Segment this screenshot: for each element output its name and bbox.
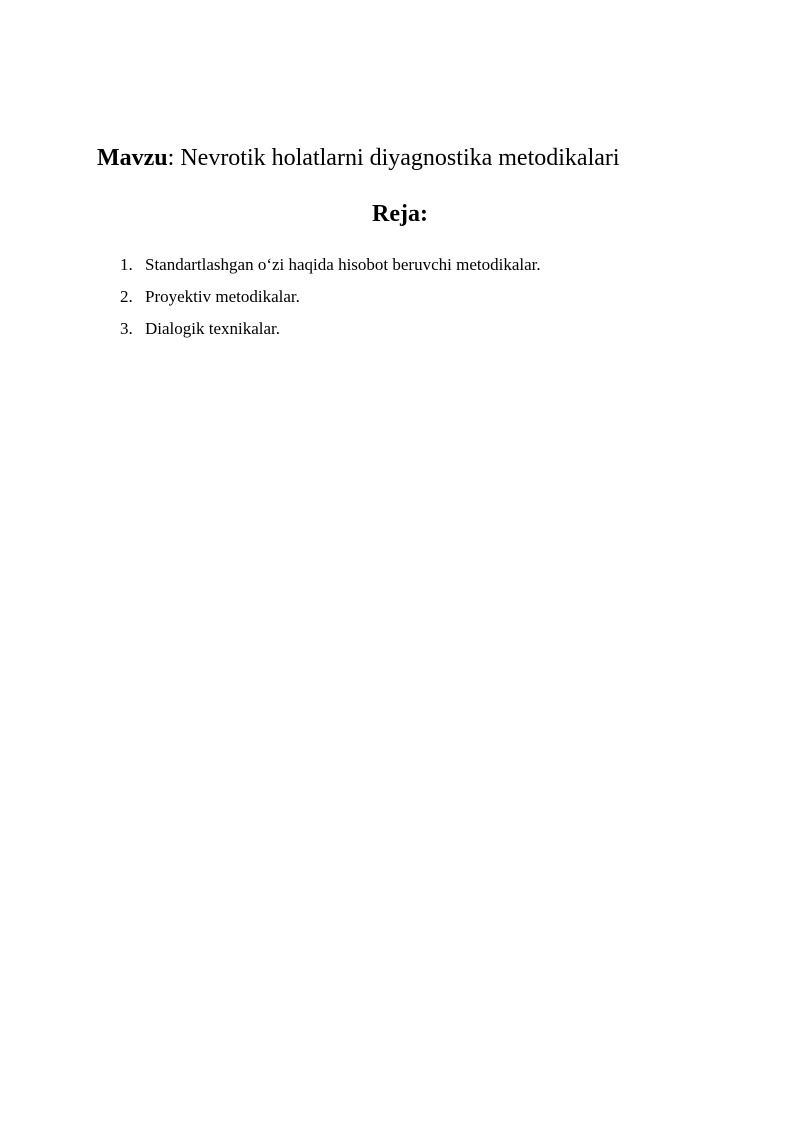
topic-label: Mavzu <box>97 145 168 171</box>
plan-item-text: Proyektiv metodikalar. <box>145 287 300 306</box>
topic-line <box>97 143 620 173</box>
plan-heading: Reja: <box>372 201 428 227</box>
plan-item-text: Dialogik texnikalar. <box>145 319 281 338</box>
plan-item-text: Standartlashgan o‘zi haqida hisobot beruvchi metodikalar. <box>145 255 541 274</box>
plan-item-number: 1. <box>120 255 133 274</box>
topic-title: Nevrotik holatlarni diyagnostika metodikalari <box>180 145 620 171</box>
plan-item-number: 3. <box>120 319 133 338</box>
topic-separator: : <box>167 145 175 171</box>
plan-item-number: 2. <box>120 287 133 306</box>
